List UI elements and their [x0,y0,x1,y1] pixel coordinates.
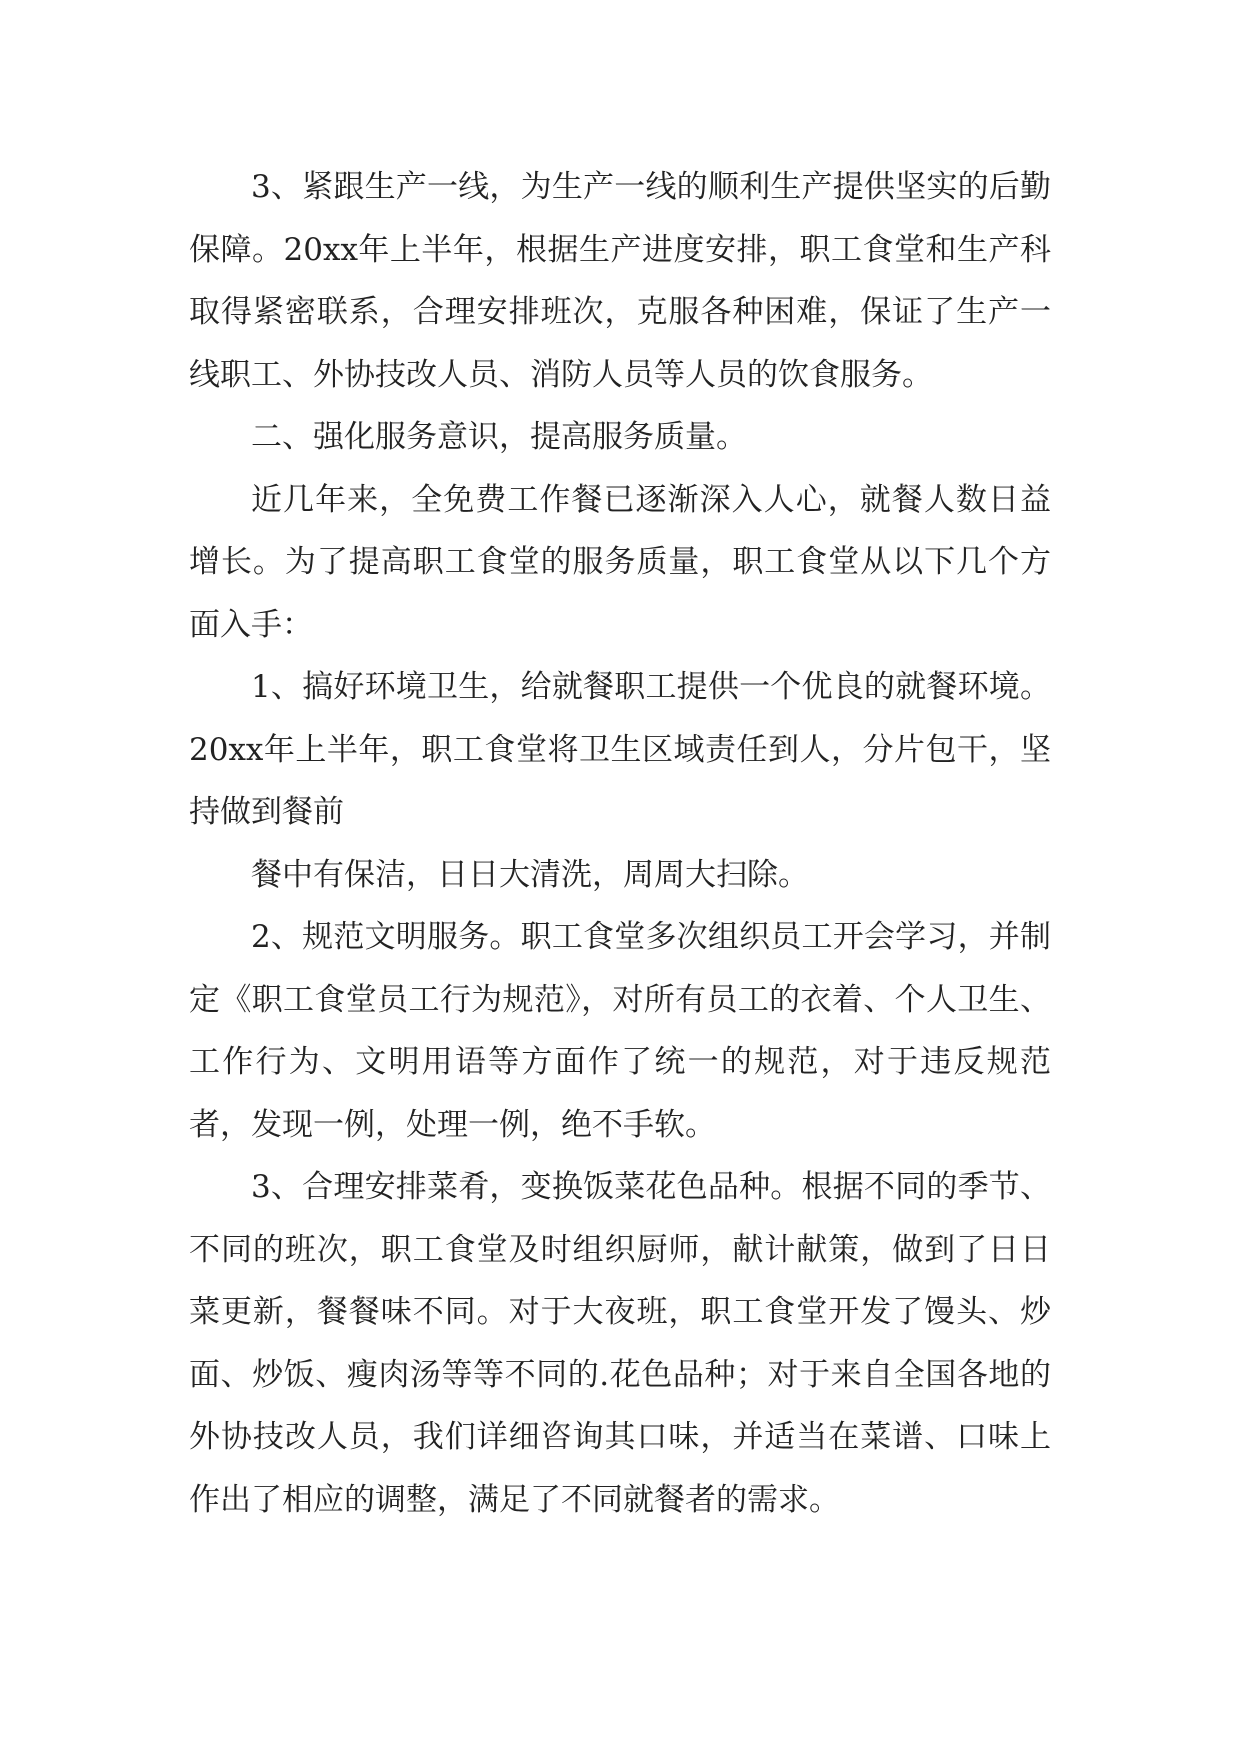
paragraph-menu-variety: 3、合理安排菜肴，变换饭菜花色品种。根据不同的季节、不同的班次，职工食堂及时组织厨师，献计献策，做到了日日菜更新，餐餐味不同。对于大夜班，职工食堂开发了馒头、炒面、炒饭、瘦肉汤等等不同的.花色品种；对于来自全国各地的外协技改人员，我们详细咨询其口味，并适当在菜谱、口味上作出了相应的调整，满足了不同就餐者的需求。 [189,1169,1051,1518]
paragraph-civilized-service: 2、规范文明服务。职工食堂多次组织员工开会学习，并制定《职工食堂员工行为规范》，对所有员工的衣着、个人卫生、工作行为、文明用语等方面作了统一的规范，对于违反规范者，发现一例，处理一例，绝不手软。 [189,919,1051,1143]
paragraph-logistics-support: 3、紧跟生产一线，为生产一线的顺利生产提供坚实的后勤保障。20xx年上半年，根据生产进度安排，职工食堂和生产科取得紧密联系，合理安排班次，克服各种困难，保证了生产一线职工、外协技改人员、消防人员等人员的饮食服务。 [189,169,1051,393]
paragraph-introduction: 近几年来，全免费工作餐已逐渐深入人心，就餐人数日益增长。为了提高职工食堂的服务质量，职工食堂从以下几个方面入手： [189,481,1051,643]
section-heading-service-quality: 二、强化服务意识，提高服务质量。 [251,419,747,455]
paragraph-environment-hygiene: 1、搞好环境卫生，给就餐职工提供一个优良的就餐环境。20xx年上半年，职工食堂将卫生区域责任到人，分片包干，坚持做到餐前 [189,669,1051,830]
paragraph-cleaning-schedule: 餐中有保洁，日日大清洗，周周大扫除。 [251,856,809,893]
document-body [189,156,1051,1531]
